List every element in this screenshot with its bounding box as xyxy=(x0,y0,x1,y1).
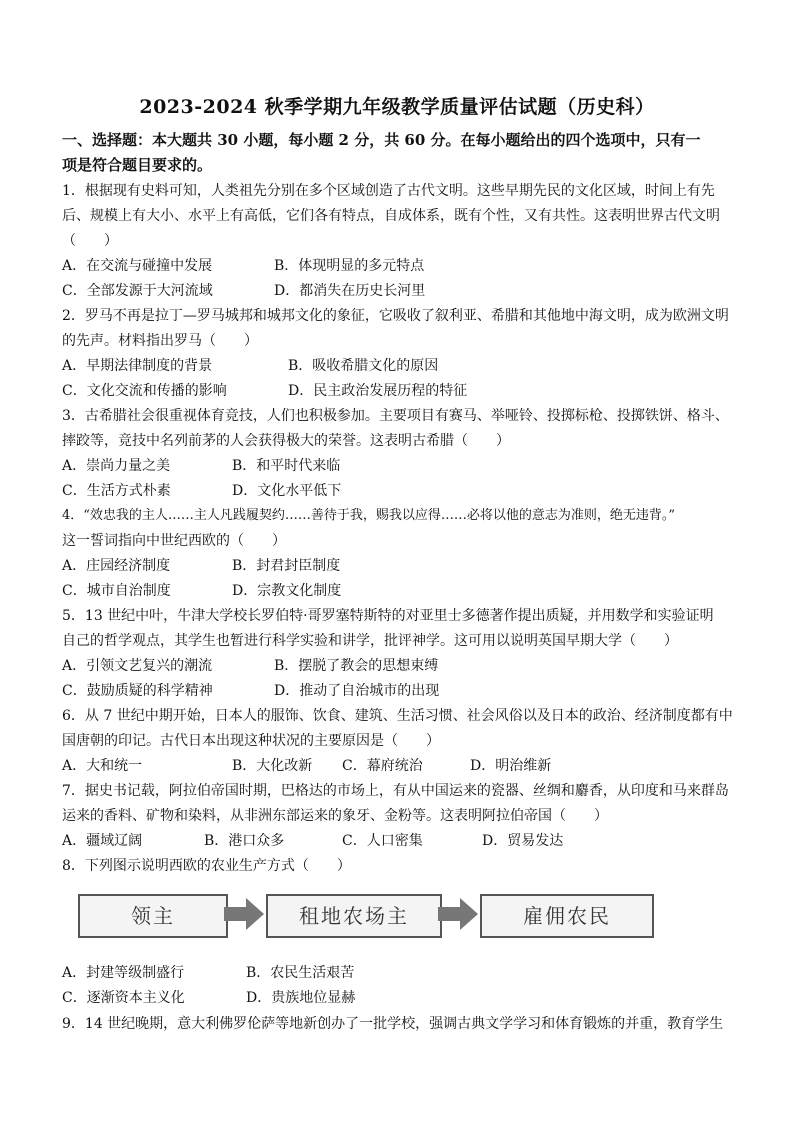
question-2-options-row-2 xyxy=(62,382,738,400)
question-6-option-d[interactable]: D．明治维新 xyxy=(470,758,552,774)
question-7-line-1: 7．据史书记载，阿拉伯帝国时期，巴格达的市场上，有从中国运来的瓷器、丝绸和麝香，从印度和马来群岛 xyxy=(62,783,729,799)
question-4-option-a[interactable]: A．庄园经济制度 xyxy=(62,558,171,574)
question-1-line-2: 后、规模上有大小、水平上有高低，它们各有特点，自成体系，既有个性，又有共性。这表明世界古代文明 xyxy=(62,208,720,224)
question-8-options-row-2 xyxy=(62,989,738,1007)
question-2-option-a[interactable]: A．早期法律制度的背景 xyxy=(62,358,213,374)
question-5-option-b[interactable]: B．摆脱了教会的思想束缚 xyxy=(274,658,439,674)
question-2-option-c[interactable]: C．文化交流和传播的影响 xyxy=(62,383,227,399)
question-7-option-b[interactable]: B．港口众多 xyxy=(204,833,285,849)
section-heading-line-2: 项是符合题目要求的。 xyxy=(62,156,213,174)
question-5-option-a[interactable]: A．引领文艺复兴的潮流 xyxy=(62,658,213,674)
question-6-option-c[interactable]: C．幕府统治 xyxy=(342,758,423,774)
farming-diagram xyxy=(78,886,718,946)
question-2-option-b[interactable]: B．吸收希腊文化的原因 xyxy=(288,358,439,374)
question-8-line-1: 8．下列图示说明西欧的农业生产方式（ ） xyxy=(62,858,351,874)
question-3-option-b[interactable]: B．和平时代来临 xyxy=(232,458,341,474)
question-7-option-a[interactable]: A．疆域辽阔 xyxy=(62,833,143,849)
question-6-options-row xyxy=(62,757,738,775)
question-8-options-row-1 xyxy=(62,964,738,982)
question-1-options-row-1 xyxy=(62,257,738,275)
question-1-option-a[interactable]: A．在交流与碰撞中发展 xyxy=(62,258,213,274)
question-1-options-row-2 xyxy=(62,282,738,300)
question-3-line-1: 3．古希腊社会很重视体育竞技，人们也积极参加。主要项目有赛马、举哑铃、投掷标枪、投掷铁饼、格斗、 xyxy=(62,408,729,424)
question-4-option-c[interactable]: C．城市自治制度 xyxy=(62,583,171,599)
question-5-option-c[interactable]: C．鼓励质疑的科学精神 xyxy=(62,683,213,699)
question-7-line-2: 运来的香料、矿物和染料，从非洲东部运来的象牙、金粉等。这表明阿拉伯帝国（ ） xyxy=(62,808,608,824)
question-4-option-d[interactable]: D．宗教文化制度 xyxy=(232,583,342,599)
question-8-option-c[interactable]: C．逐渐资本主义化 xyxy=(62,990,185,1006)
question-5-line-1: 5．13 世纪中叶，牛津大学校长罗伯特·哥罗塞特斯特的对亚里士多德著作提出质疑，并用数学和实验证明 xyxy=(62,608,714,624)
exam-title: 2023-2024 秋季学期九年级教学质量评估试题（历史科） xyxy=(139,96,655,118)
arrow-right-icon xyxy=(438,896,480,932)
question-5-options-row-1 xyxy=(62,657,738,675)
question-5-option-d[interactable]: D．推动了自治城市的出现 xyxy=(274,683,440,699)
question-7-option-c[interactable]: C．人口密集 xyxy=(342,833,423,849)
question-8-option-b[interactable]: B．农民生活艰苦 xyxy=(246,965,355,981)
question-2-option-d[interactable]: D．民主政治发展历程的特征 xyxy=(288,383,468,399)
question-6-line-2: 国唐朝的印记。古代日本出现这种状况的主要原因是（ ） xyxy=(62,733,440,749)
question-3-option-c[interactable]: C．生活方式朴素 xyxy=(62,483,171,499)
question-4-option-b[interactable]: B．封君封臣制度 xyxy=(232,558,341,574)
question-1-option-d[interactable]: D．都消失在历史长河里 xyxy=(274,283,426,299)
question-1-option-c[interactable]: C．全部发源于大河流域 xyxy=(62,283,213,299)
question-3-option-d[interactable]: D．文化水平低下 xyxy=(232,483,342,499)
question-5-options-row-2 xyxy=(62,682,738,700)
question-3-option-a[interactable]: A．崇尚力量之美 xyxy=(62,458,171,474)
section-heading-line-1: 一、选择题：本大题共 30 小题，每小题 2 分，共 60 分。在每小题给出的四个选项中，只有一 xyxy=(62,131,701,149)
question-2-line-1: 2．罗马不再是拉丁—罗马城邦和城邦文化的象征，它吸收了叙利亚、希腊和其他地中海文明，成为欧洲文明 xyxy=(62,308,729,324)
question-4-line-2: 这一誓词指向中世纪西欧的（ ） xyxy=(62,533,286,549)
question-4-options-row-2 xyxy=(62,582,738,600)
arrow-right-icon xyxy=(224,896,266,932)
question-1-line-3: （ ） xyxy=(62,233,118,249)
question-1-option-b[interactable]: B．体现明显的多元特点 xyxy=(274,258,425,274)
question-4-options-row-1 xyxy=(62,557,738,575)
diagram-box-tenant-farmer: 租地农场主 xyxy=(266,894,442,938)
question-6-line-1: 6．从 7 世纪中期开始，日本人的服饰、饮食、建筑、生活习惯、社会风俗以及日本的政治、经济制度都有中 xyxy=(62,708,733,724)
question-8-option-d[interactable]: D．贵族地位显赫 xyxy=(246,990,356,1006)
question-7-option-d[interactable]: D．贸易发达 xyxy=(482,833,564,849)
question-8-option-a[interactable]: A．封建等级制盛行 xyxy=(62,965,185,981)
question-4-line-1: 4．“效忠我的主人……主人凡践履契约……善待于我，赐我以应得……必将以他的意志为准则，绝无违背。” xyxy=(62,508,676,523)
question-1-line-1: 1．根据现有史料可知，人类祖先分别在多个区域创造了古代文明。这些早期先民的文化区域，时间上有先 xyxy=(62,183,715,199)
question-3-options-row-2 xyxy=(62,482,738,500)
question-6-option-a[interactable]: A．大和统一 xyxy=(62,758,143,774)
question-3-options-row-1 xyxy=(62,457,738,475)
question-6-option-b[interactable]: B．大化改新 xyxy=(232,758,313,774)
question-9-line-1: 9．14 世纪晚期，意大利佛罗伦萨等地新创办了一批学校，强调古典文学学习和体育锻炼的并重，教育学生 xyxy=(62,1016,724,1032)
diagram-box-hired-farmer: 雇佣农民 xyxy=(480,894,654,938)
question-5-line-2: 自己的哲学观点，其学生也暂进行科学实验和讲学，批评神学。这可用以说明英国早期大学（ ） xyxy=(62,633,678,649)
question-7-options-row xyxy=(62,832,738,850)
question-3-line-2: 摔跤等，竞技中名列前茅的人会获得极大的荣誉。这表明古希腊（ ） xyxy=(62,433,510,449)
question-2-line-2: 的先声。材料指出罗马（ ） xyxy=(62,333,258,349)
diagram-box-lord: 领主 xyxy=(78,894,228,938)
question-2-options-row-1 xyxy=(62,357,738,375)
